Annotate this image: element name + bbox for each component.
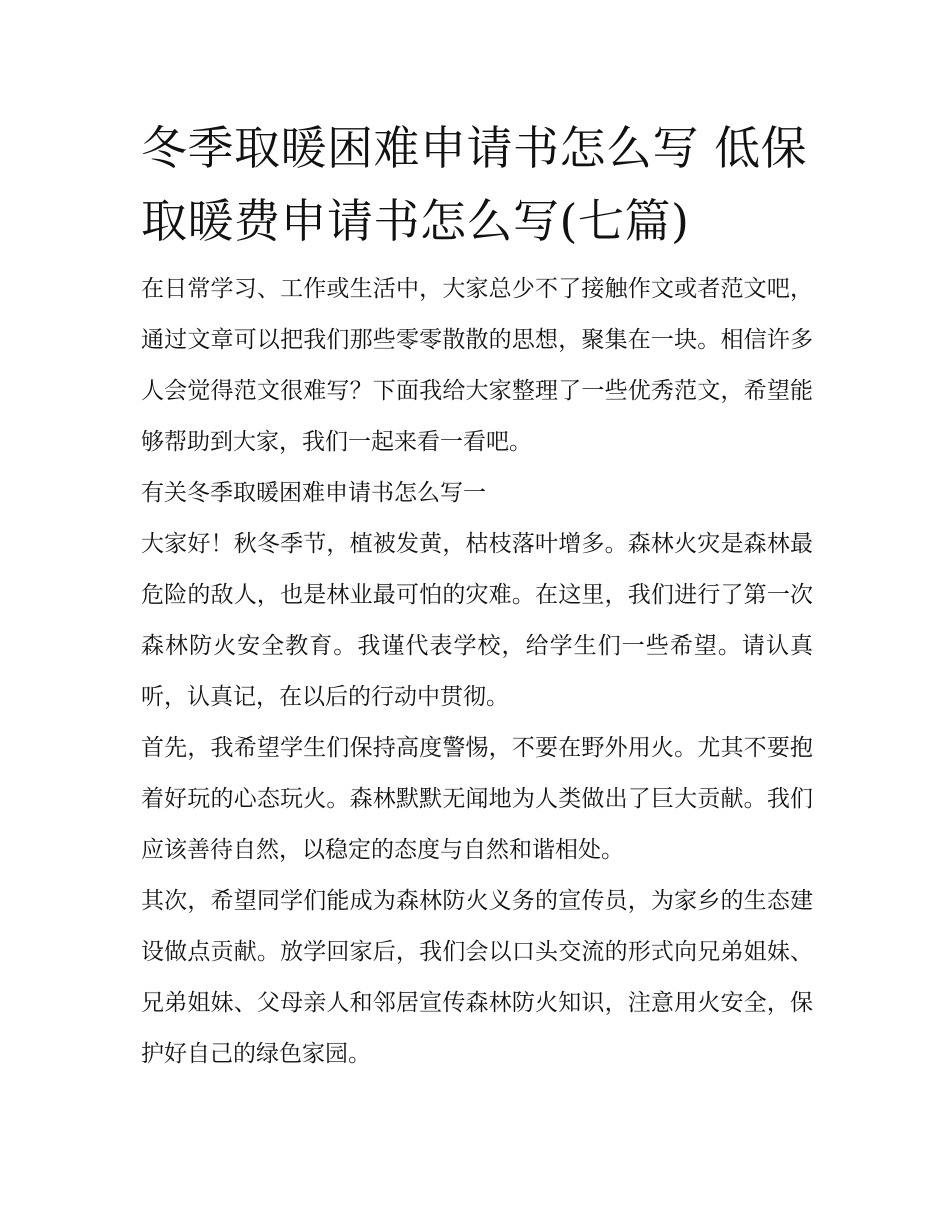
intro-paragraph: 在日常学习、工作或生活中，大家总少不了接触作文或者范文吧，通过文章可以把我们那些零零散散的思想，聚集在一块。相信许多人会觉得范文很难写？下面我给大家整理了一些优秀范文，希望能够帮助到大家，我们一起来看一看吧。 [141, 276, 813, 455]
body-paragraph: 首先，我希望学生们保持高度警惕，不要在野外用火。尤其不要抱着好玩的心态玩火。森林默默无闻地为人类做出了巨大贡献。我们应该善待自然，以稳定的态度与自然和谐相处。 [141, 735, 813, 863]
body-paragraph: 其次，希望同学们能成为森林防火义务的宣传员，为家乡的生态建设做点贡献。放学回家后，我们会以口头交流的形式向兄弟姐妹、兄弟姐妹、父母亲人和邻居宣传森林防火知识，注意用火安全，保护好自己的绿色家园。 [141, 888, 813, 1067]
document-content [141, 112, 813, 1080]
body-paragraph: 大家好！秋冬季节，植被发黄，枯枝落叶增多。森林火灾是森林最危险的敌人，也是林业最可怕的灾难。在这里，我们进行了第一次森林防火安全教育。我谨代表学校，给学生们一些希望。请认真听，认真记，在以后的行动中贯彻。 [141, 531, 813, 710]
document-title: 冬季取暖困难申请书怎么写 低保取暖费申请书怎么写(七篇) [141, 121, 808, 248]
section-heading: 有关冬季取暖困难申请书怎么写一 [141, 480, 486, 506]
